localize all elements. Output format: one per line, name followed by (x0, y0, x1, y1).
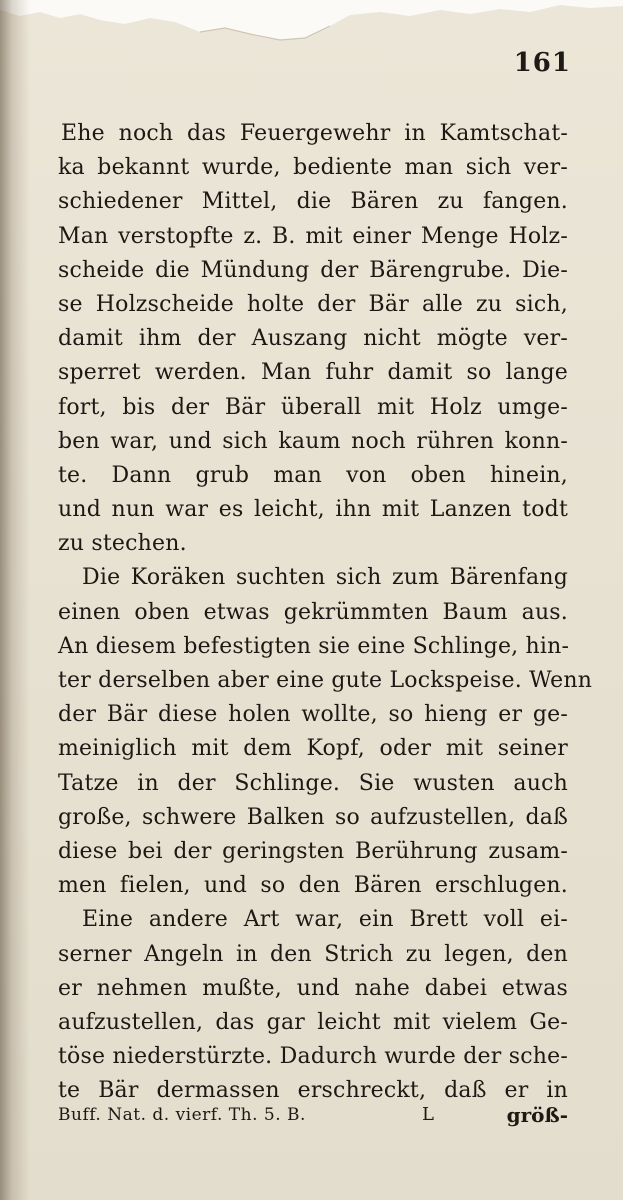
text-line: große, schwere Balken so aufzustellen, daß (58, 804, 568, 830)
paragraph-2 (58, 561, 593, 903)
text-line: der Bär diese holen wollte, so hieng er ge- (58, 702, 568, 728)
text-line: Ehe noch das Feuergewehr in Kamtschat- (61, 121, 568, 146)
text-line: fort, bis der Bär überall mit Holz umge- (58, 394, 568, 420)
text-line: Man verstopfte z. B. mit einer Menge Holz- (58, 223, 568, 249)
signature-mark: L (422, 1104, 434, 1125)
page-gutter-shadow (0, 0, 30, 1200)
text-line: An diesem befestigten sie eine Schlinge, hin- (58, 633, 570, 659)
text-line: ter derselben aber eine gute Lockspeise. Wenn (58, 668, 593, 693)
text-line: ka bekannt wurde, bediente man sich ver- (58, 155, 568, 181)
text-line: te Bär dermassen erschreckt, daß er in (58, 1078, 568, 1104)
text-line: diese bei der geringsten Berührung zusam- (58, 838, 568, 864)
text-line: schiedener Mittel, die Bären zu fangen. (58, 189, 568, 215)
text-line: se Holzscheide holte der Bär alle zu sich, (58, 291, 568, 317)
text-line: damit ihm der Auszang nicht mögte ver- (58, 326, 568, 352)
paragraph-1 (58, 117, 568, 561)
body-text (58, 117, 593, 1108)
text-line: men fielen, und so den Bären erschlugen. (58, 873, 568, 899)
paragraph-3 (58, 903, 568, 1108)
text-line: scheide die Mündung der Bärengrube. Die- (58, 257, 568, 283)
text-line: meiniglich mit dem Kopf, oder mit seiner (58, 736, 568, 762)
text-line: serner Angeln in den Strich zu legen, den (58, 941, 568, 967)
catchword: größ- (506, 1103, 568, 1127)
signature-reference: Buff. Nat. d. vierf. Th. 5. B. (58, 1105, 306, 1125)
text-line: te. Dann grub man von oben hinein, (58, 462, 568, 488)
page-footer (58, 1098, 568, 1132)
text-line: zu stechen. (58, 531, 187, 557)
text-line: Eine andere Art war, ein Brett voll ei- (82, 907, 568, 933)
text-line: einen oben etwas gekrümmten Baum aus. (58, 599, 568, 625)
text-line: und nun war es leicht, ihn mit Lanzen todt (58, 497, 568, 523)
text-line: töse niederstürzte. Dadurch wurde der sche- (58, 1044, 568, 1070)
text-line: sperret werden. Man fuhr damit so lange (58, 360, 568, 386)
page-number: 161 (513, 48, 571, 78)
text-line: Die Koräken suchten sich zum Bärenfang (82, 565, 568, 591)
text-line: er nehmen mußte, und nahe dabei etwas (58, 975, 568, 1001)
text-line: Tatze in der Schlinge. Sie wusten auch (58, 770, 568, 796)
text-line: aufzustellen, das gar leicht mit vielem Ge- (58, 1009, 568, 1035)
text-line: ben war, und sich kaum noch rühren konn- (58, 428, 568, 454)
